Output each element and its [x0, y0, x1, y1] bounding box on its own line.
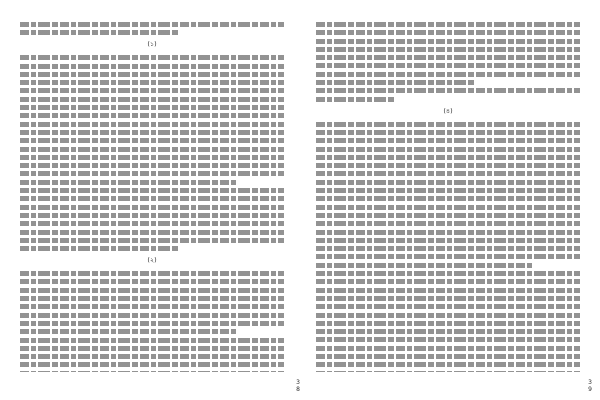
left-page-number-bottom: 8: [296, 386, 300, 393]
right-page-number: [580, 380, 600, 393]
section-heading-4: (৪): [443, 106, 453, 115]
section-4-body: [316, 122, 580, 372]
section-heading-2: (২): [147, 256, 157, 265]
left-page: [20, 22, 284, 372]
right-page-number-top: 3: [588, 379, 592, 386]
section-1-body: [20, 55, 284, 251]
left-page-number-top: 3: [296, 379, 300, 386]
section-2-body: [20, 271, 284, 372]
right-opening-body: [316, 22, 580, 102]
right-page-number-bottom: 9: [588, 386, 592, 393]
section-heading-1: (১): [147, 40, 157, 49]
opening-paragraph: [20, 22, 284, 35]
left-page-number: [288, 380, 308, 393]
right-page: [316, 22, 580, 372]
